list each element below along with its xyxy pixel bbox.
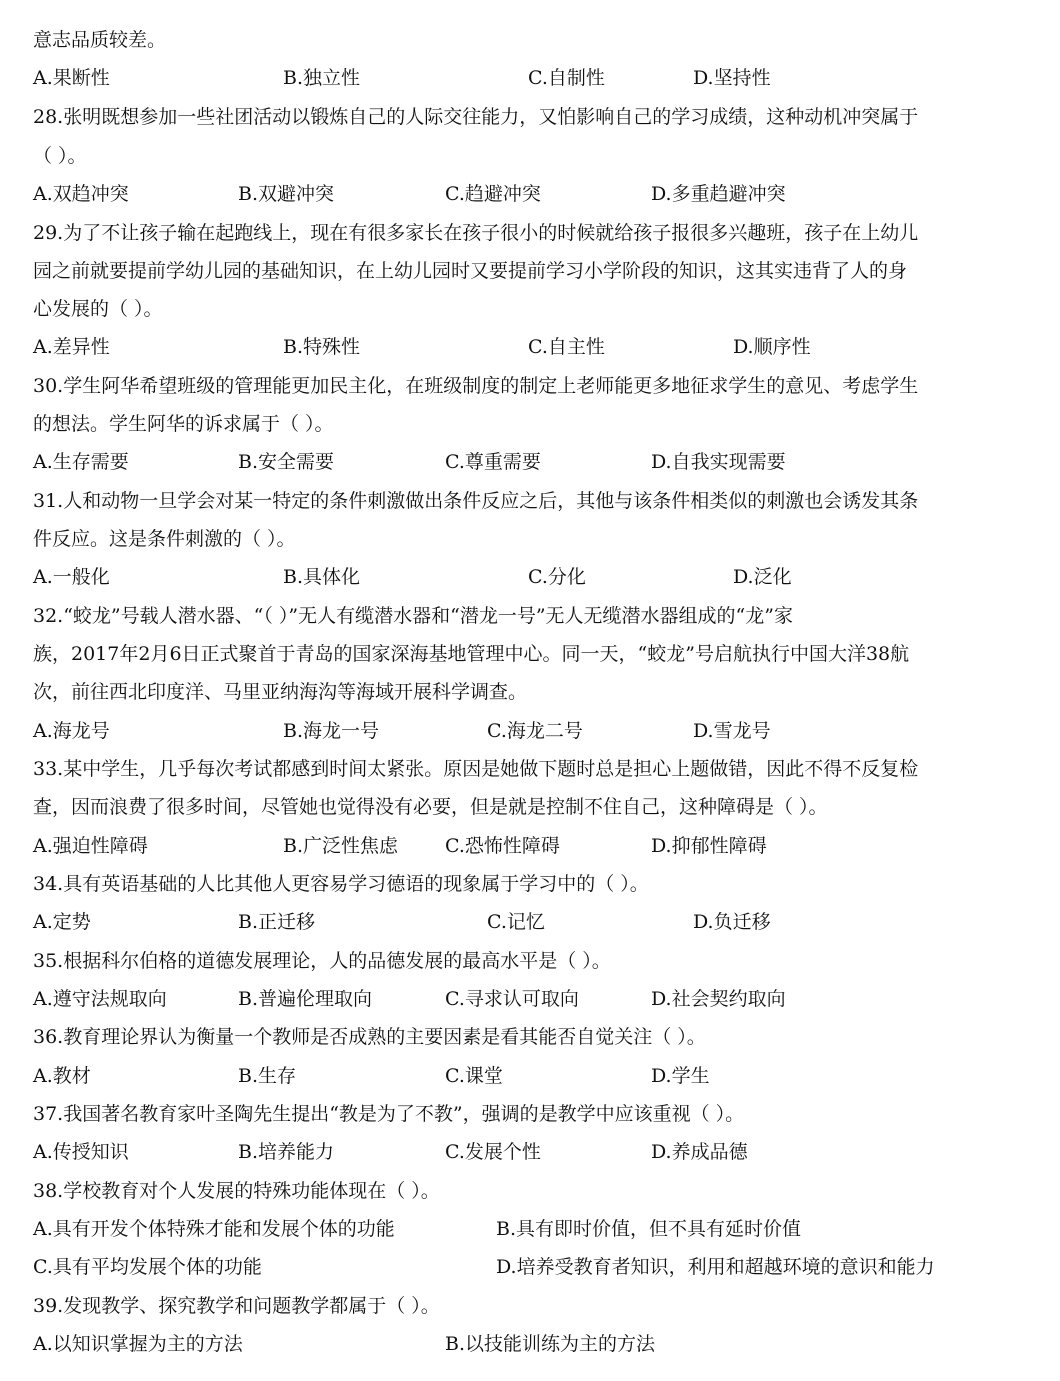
option-34-a: A.定势 <box>33 911 91 933</box>
option-27-c: C.自制性 <box>528 67 605 89</box>
option-33-c: C.恐怖性障碍 <box>445 835 560 857</box>
question-31-line-1: 31.人和动物一旦学会对某一特定的条件刺激做出条件反应之后，其他与该条件相类似的刺激也会诱发其条 <box>33 490 919 512</box>
option-31-d: D.泛化 <box>733 566 792 588</box>
option-34-d: D.负迁移 <box>693 911 771 933</box>
question-33-line-1: 33.某中学生，几乎每次考试都感到时间太紧张。原因是她做下题时总是担心上题做错，因此不得不反复检 <box>33 758 919 780</box>
options-35 <box>33 987 1040 1011</box>
option-33-b: B.广泛性焦虑 <box>283 835 399 857</box>
question-31-line-2: 件反应。这是条件刺激的（ ）。 <box>33 528 296 550</box>
option-37-c: C.发展个性 <box>445 1141 541 1163</box>
question-34: 34.具有英语基础的人比其他人更容易学习德语的现象属于学习中的（ ）。 <box>33 873 649 895</box>
options-34 <box>33 910 1040 934</box>
question-35: 35.根据科尔伯格的道德发展理论，人的品德发展的最高水平是（ ）。 <box>33 950 611 972</box>
question-37: 37.我国著名教育家叶圣陶先生提出“教是为了不教”，强调的是教学中应该重视（ ）。 <box>33 1103 745 1125</box>
question-29-line-3: 心发展的（ ）。 <box>33 298 163 320</box>
question-36: 36.教育理论界认为衡量一个教师是否成熟的主要因素是看其能否自觉关注（ ）。 <box>33 1026 706 1048</box>
option-30-d: D.自我实现需要 <box>651 451 786 473</box>
option-36-d: D.学生 <box>651 1065 710 1087</box>
option-34-b: B.正迁移 <box>238 911 316 933</box>
option-32-d: D.雪龙号 <box>693 720 771 742</box>
option-37-b: B.培养能力 <box>238 1141 335 1163</box>
option-31-b: B.具体化 <box>283 566 361 588</box>
question-38: 38.学校教育对个人发展的特殊功能体现在（ ）。 <box>33 1180 440 1202</box>
question-28-line-2: （ ）。 <box>33 145 87 167</box>
question-33-line-2: 查，因而浪费了很多时间，尽管她也觉得没有必要，但是就是控制不住自己，这种障碍是（ ）。 <box>33 796 828 818</box>
question-30-line-2: 的想法。学生阿华的诉求属于（ ）。 <box>33 413 334 435</box>
option-28-a: A.双趋冲突 <box>33 183 129 205</box>
options-29 <box>33 335 1040 359</box>
option-33-d: D.抑郁性障碍 <box>651 835 767 857</box>
option-31-c: C.分化 <box>528 566 586 588</box>
option-33-a: A.强迫性障碍 <box>33 835 148 857</box>
question-29-line-2: 园之前就要提前学幼儿园的基础知识，在上幼儿园时又要提前学习小学阶段的知识，这其实违背了人的身 <box>33 260 908 282</box>
option-27-b: B.独立性 <box>283 67 361 89</box>
options-36 <box>33 1064 1040 1088</box>
option-36-a: A.教材 <box>33 1065 91 1087</box>
question-39: 39.发现教学、探究教学和问题教学都属于（ ）。 <box>33 1295 440 1317</box>
question-30-line-1: 30.学生阿华希望班级的管理能更加民主化，在班级制度的制定上老师能更多地征求学生的意见、考虑学生 <box>33 375 919 397</box>
option-29-d: D.顺序性 <box>733 336 811 358</box>
question-32-line-2: 族，2017年2月6日正式聚首于青岛的国家深海基地管理中心。同一天，“蛟龙”号启航执行中国大洋38航 <box>33 643 910 665</box>
options-39 <box>33 1332 1040 1356</box>
options-32 <box>33 719 1040 743</box>
question-32-line-1: 32.“蛟龙”号载人潜水器、“（ ）”无人有缆潜水器和“潜龙一号”无人无缆潜水器组成的“龙”家 <box>33 605 793 627</box>
option-38-a: A.具有开发个体特殊才能和发展个体的功能 <box>33 1218 395 1240</box>
option-30-c: C.尊重需要 <box>445 451 541 473</box>
option-32-b: B.海龙一号 <box>283 720 380 742</box>
option-35-b: B.普遍伦理取向 <box>238 988 373 1010</box>
option-28-d: D.多重趋避冲突 <box>651 183 786 205</box>
option-29-c: C.自主性 <box>528 336 605 358</box>
options-33 <box>33 834 1040 858</box>
option-29-a: A.差异性 <box>33 336 110 358</box>
option-39-a: A.以知识掌握为主的方法 <box>33 1333 243 1355</box>
option-27-d: D.坚持性 <box>693 67 771 89</box>
options-31 <box>33 565 1040 589</box>
options-30 <box>33 450 1040 474</box>
question-32-line-3: 次，前往西北印度洋、马里亚纳海沟等海域开展科学调查。 <box>33 681 528 703</box>
option-30-b: B.安全需要 <box>238 451 335 473</box>
option-35-d: D.社会契约取向 <box>651 988 786 1010</box>
question-29-line-1: 29.为了不让孩子输在起跑线上，现在有很多家长在孩子很小的时候就给孩子报很多兴趣班，孩子在上幼儿 <box>33 222 919 244</box>
question-28-line-1: 28.张明既想参加一些社团活动以锻炼自己的人际交往能力，又怕影响自己的学习成绩，这种动机冲突属于 <box>33 106 919 128</box>
option-30-a: A.生存需要 <box>33 451 129 473</box>
option-27-a: A.果断性 <box>33 67 110 89</box>
option-36-b: B.生存 <box>238 1065 297 1087</box>
option-37-d: D.养成品德 <box>651 1141 748 1163</box>
option-28-b: B.双避冲突 <box>238 183 335 205</box>
question-27-tail: 意志品质较差。 <box>33 29 167 51</box>
option-28-c: C.趋避冲突 <box>445 183 541 205</box>
option-32-c: C.海龙二号 <box>487 720 583 742</box>
options-28 <box>33 182 1040 206</box>
option-35-c: C.寻求认可取向 <box>445 988 579 1010</box>
option-37-a: A.传授知识 <box>33 1141 129 1163</box>
options-37 <box>33 1140 1040 1164</box>
option-38-c: C.具有平均发展个体的功能 <box>33 1256 262 1278</box>
options-38-row-1 <box>33 1217 1040 1241</box>
option-32-a: A.海龙号 <box>33 720 110 742</box>
option-35-a: A.遵守法规取向 <box>33 988 167 1010</box>
option-36-c: C.课堂 <box>445 1065 503 1087</box>
option-38-b: B.具有即时价值，但不具有延时价值 <box>496 1218 802 1240</box>
option-38-d: D.培养受教育者知识，利用和超越环境的意识和能力 <box>496 1256 935 1278</box>
option-29-b: B.特殊性 <box>283 336 361 358</box>
option-34-c: C.记忆 <box>487 911 545 933</box>
option-31-a: A.一般化 <box>33 566 110 588</box>
option-39-b: B.以技能训练为主的方法 <box>445 1333 656 1355</box>
options-38-row-2 <box>33 1255 1040 1279</box>
options-27 <box>33 66 1040 90</box>
